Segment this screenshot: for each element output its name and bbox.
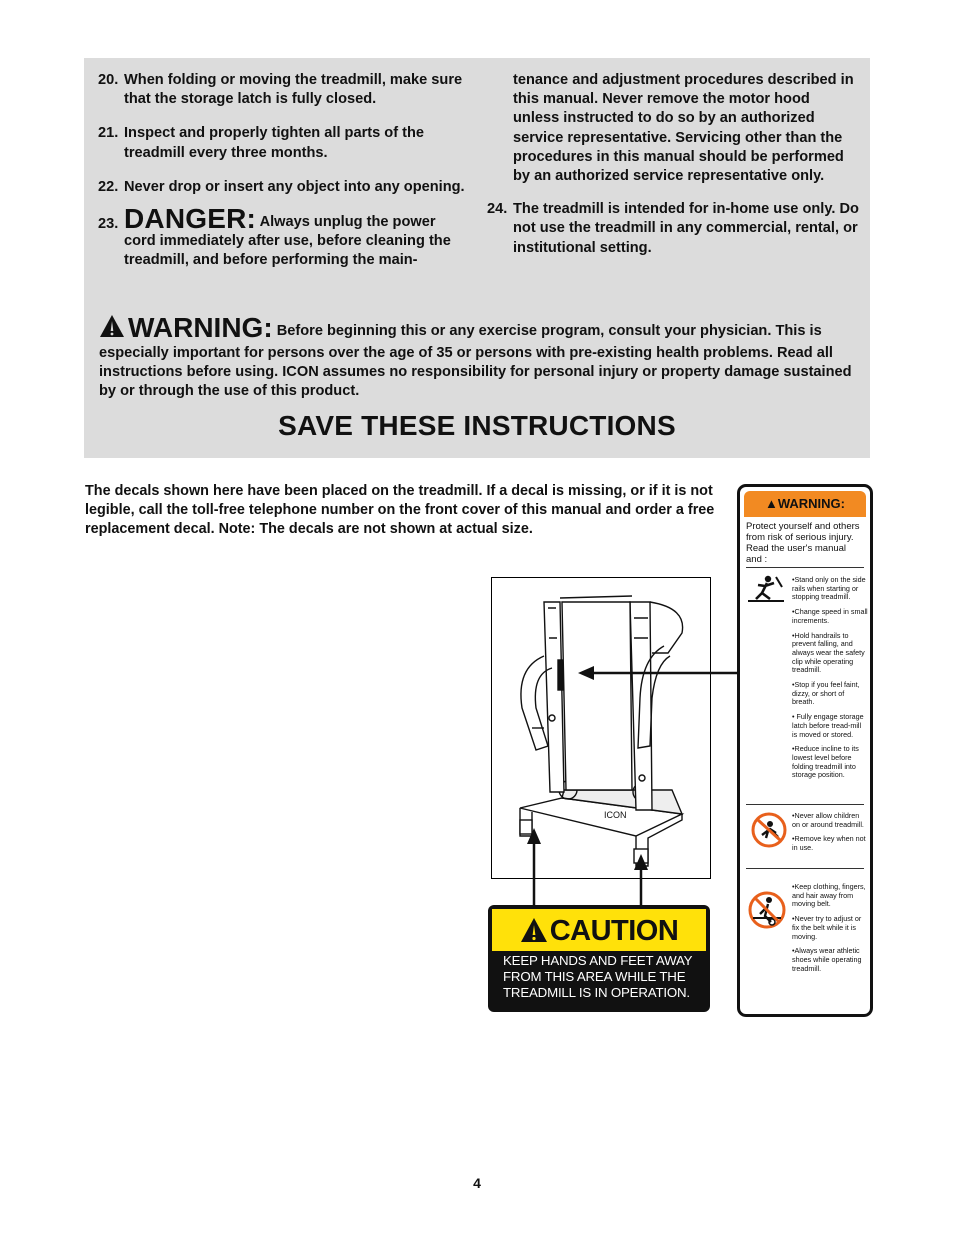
warning-paragraph: WARNING: Before beginning this or any exercise program, consult your physician. This is especially important for persons over the age of 35 or persons with pre-existing health problems. Read all instructions before using. ICON assumes no responsibility for personal injury or property damage sustained by or through the use of this product. <box>99 312 852 399</box>
safety-item-23: 23. DANGER: Always unplug the power cord immediately after use, before cleaning the treadmill, and before performing the main- <box>98 203 451 269</box>
caution-decal-header: CAUTION <box>492 909 706 951</box>
safety-item-23-continued: tenance and adjustment procedures described in this manual. Never remove the motor hood unless instructed to do so by an authorized service representative. Servicing other than the procedures in this manual should be performed by an authorized service representative only. <box>513 72 854 185</box>
caution-decal-arrow-right <box>634 854 648 905</box>
safety-item-20: 20. When folding or moving the treadmill, make sure that the storage latch is fully closed. <box>98 72 463 108</box>
decals-intro-text: The decals shown here have been placed on the treadmill. If a decal is missing, or if it is not legible, call the toll-free telephone number on the front cover of this manual and order a free replacement decal. Note: The decals are not shown at actual size. <box>85 483 715 537</box>
warning-decal-arrow <box>578 666 737 680</box>
warning-decal-intro: Protect yourself and others from risk of serious injury. Read the user's manual and : <box>746 521 860 565</box>
save-instructions-title: SAVE THESE INSTRUCTIONS <box>278 410 676 441</box>
page-number: 4 <box>473 1175 481 1191</box>
caution-decal-arrow-left <box>527 828 541 905</box>
warning-decal-list-2: •Never allow children on or around treadmill. •Remove key when not in use. <box>792 811 866 853</box>
warning-decal-triangle-icon: ▲ <box>764 496 778 511</box>
caution-decal-text: KEEP HANDS AND FEET AWAY FROM THIS AREA WHILE THE TREADMILL IS IN OPERATION. <box>503 953 693 1000</box>
danger-label: DANGER: <box>124 203 257 235</box>
warning-decal-list-1: •Stand only on the side rails when starting or stopping treadmill. •Change speed in small increments. •Hold handrails to prevent falling, and always wear the safety clip while operating treadmill. •Stop if you feel faint, dizzy, or short of breath. • Fully engage storage latch before tread-mill is moved or stored. •Reduce incline to its lowest level before folding treadmill into storage position. <box>792 575 868 780</box>
safety-item-24: 24. The treadmill is intended for in-home use only. Do not use the treadmill in any commercial, rental, or institutional setting. <box>487 201 859 256</box>
warning-decal-header: ▲WARNING: <box>744 491 866 517</box>
safety-item-21: 21. Inspect and properly tighten all parts of the treadmill every three months. <box>98 125 425 161</box>
warning-label: WARNING: <box>128 312 273 343</box>
svg-text:ICON: ICON <box>604 810 627 820</box>
warning-decal-list-3: •Keep clothing, fingers, and hair away from moving belt. •Never try to adjust or fix the belt while it is moving. •Always wear athletic shoes while operating treadmill. <box>792 882 866 973</box>
safety-item-22: 22. Never drop or insert any object into any opening. <box>98 178 465 195</box>
